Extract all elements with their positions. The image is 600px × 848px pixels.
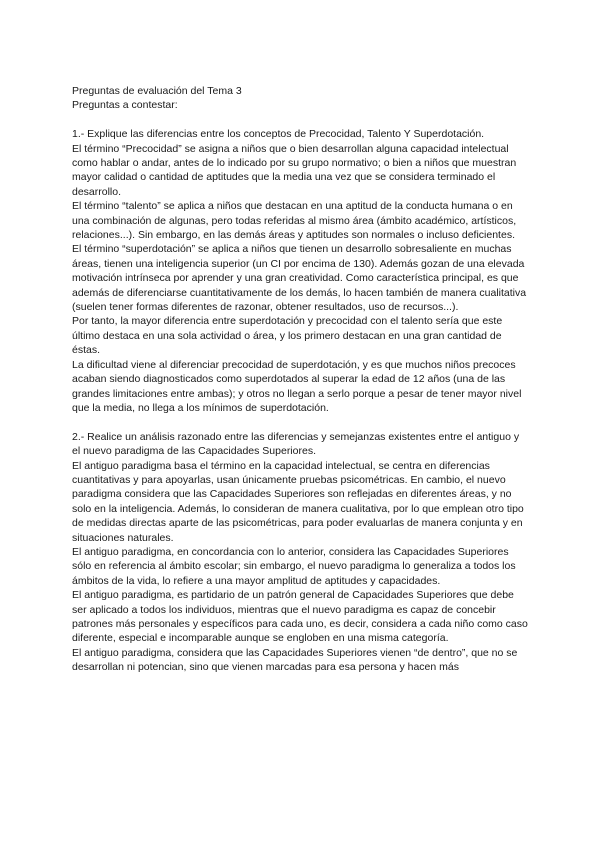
document-body [72, 84, 530, 675]
question-2-paragraph-2: El antiguo paradigma, en concordancia con lo anterior, considera las Capacidades Superiores sólo en referencia al ámbito escolar; sin embargo, el nuevo paradigma lo generaliza a todos los ámbitos de la vida, lo refiere a una mayor amplitud de aptitudes y capacidades. [72, 545, 516, 587]
blank-line [72, 113, 530, 127]
question-1-paragraph-precocidad: El término “Precocidad” se asigna a niños que o bien desarrollan alguna capacidad intelectual como hablar o andar, antes de lo indicado por su grupo normativo; o bien a niños que muestran mayor calidad o cantidad de aptitudes que la media una vez que se considera terminado el desarrollo. [72, 142, 517, 198]
question-1-paragraph-talento: El término “talento” se aplica a niños que destacan en una aptitud de la conducta humana o en una combinación de algunas, pero todas referidas al mismo área (ámbito académico, artísticos, relaciones...). Sin embargo, en las demás áreas y aptitudes son normales o incluso deficientes. [72, 200, 517, 242]
question-1-paragraph-dificultad: La dificultad viene al diferenciar precocidad de superdotación, y es que muchos niños precoces acaban siendo diagnosticados como superdotados al superar la edad de 12 años (una de las grandes limitaciones entre ambas); y otros no llegan a serlo porque a pesar de tener mayor nivel que la media, no llega a los mínimos de superdotación. [72, 358, 522, 414]
question-2-paragraph-3: El antiguo paradigma, es partidario de un patrón general de Capacidades Superiores que debe ser aplicado a todos los individuos, mientras que el nuevo paradigma es capaz de concebir patrones más personales y específicos para cada uno, es decir, considera a cada niño como caso diferente, especial e incomparable aunque se engloben en una misma categoría. [72, 589, 528, 645]
question-1-title: 1.- Explique las diferencias entre los conceptos de Precocidad, Talento Y Superdotación. [72, 128, 485, 141]
question-1-paragraph-superdotacion: El término “superdotación” se aplica a niños que tienen un desarrollo sobresaliente en muchas áreas, tienen una inteligencia superior (un CI por encima de 130). Además gozan de una elevada motivación intrínseca por aprender y una gran creatividad. Como característica principal, es que además de diferenciarse cuantitativamente de los demás, lo hacen también de manera cualitativa (suelen tener formas diferentes de razonar, obtener resultados, uso de recursos...). [72, 243, 527, 314]
document-subheading: Preguntas a contestar: [72, 99, 178, 112]
question-1-paragraph-diferencia: Por tanto, la mayor diferencia entre superdotación y precocidad con el talento sería que este último destaca en una sola actividad o área, y los primero destacan en una gran cantidad de éstas. [72, 315, 503, 357]
question-2-paragraph-4: El antiguo paradigma, considera que las Capacidades Superiores vienen “de dentro”, que no se desarrollan ni potencian, sino que vienen marcadas para esa persona y hacen más [72, 646, 518, 674]
question-2-title: 2.- Realice un análisis razonado entre las diferencias y semejanzas existentes entre el antiguo y el nuevo paradigma de las Capacidades Superiores. [72, 430, 520, 458]
document-heading: Preguntas de evaluación del Tema 3 [72, 85, 242, 97]
question-2-paragraph-1: El antiguo paradigma basa el término en la capacidad intelectual, se centra en diferencias cuantitativas y para apoyarlas, usan únicamente pruebas psicométricas. En cambio, el nuevo paradigma considera que las Capacidades Superiores son reflejadas en diferentes áreas, y no solo en la inteligencia. Además, lo consideran de manera cualitativa, por lo que emplean otro tipo de medidas directas aparte de las psicométricas, para poder evaluarlas de manera conjunta y en situaciones naturales. [72, 459, 524, 544]
blank-line [72, 415, 530, 429]
